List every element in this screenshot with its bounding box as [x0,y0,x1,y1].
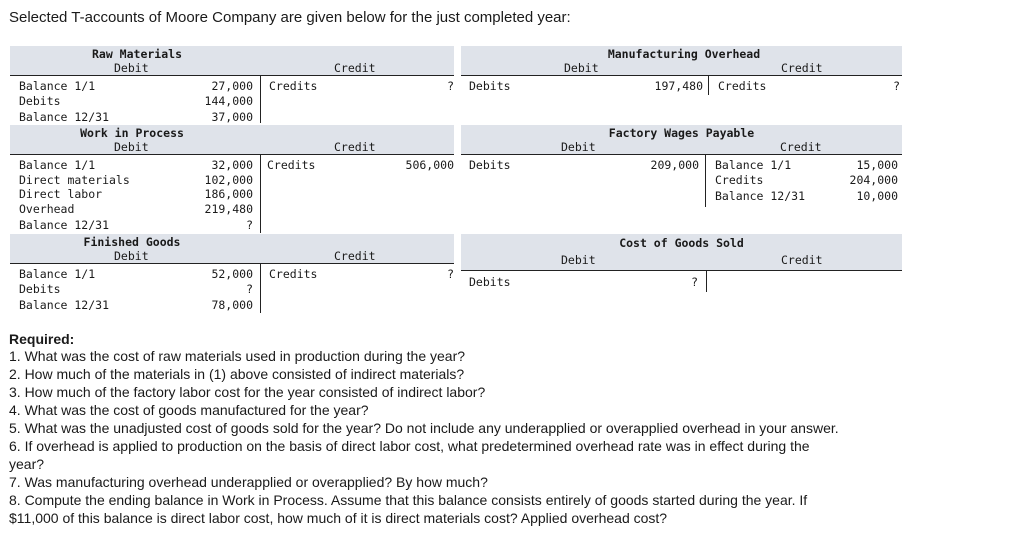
question-item: 3. How much of the factory labor cost for the year consisted of indirect labor? [9,384,486,400]
row-label: Balance 12/31 [715,189,806,203]
account-title: Finished Goods [83,235,181,249]
credit-header: Credit [334,61,376,75]
account-title: Raw Materials [91,47,182,61]
cost-of-goods-sold-account [461,234,902,294]
row-value: 32,000 [211,158,253,172]
row-value: 10,000 [856,189,898,203]
question-item: 7. Was manufacturing overhead underapplied or overapplied? By how much? [9,474,488,490]
row-label: Balance 1/1 [19,158,96,172]
credit-header: Credit [334,140,376,154]
row-value: ? [893,79,900,93]
row-value: 186,000 [204,187,253,201]
account-title: Factory Wages Payable [608,126,755,140]
row-label: Balance 12/31 [19,218,110,232]
intro-text: Selected T-accounts of Moore Company are given below for the just completed year: [9,9,571,26]
question-item: $11,000 of this balance is direct labor cost, how much of it is direct materials cost? Applied overhead cost? [9,510,668,526]
row-label: Debits [19,282,61,296]
row-value: 219,480 [204,202,253,216]
row-value: 197,480 [654,79,703,93]
question-item: 6. If overhead is applied to production on the basis of direct labor cost, what predetermined overhead rate was in effect during the [9,438,810,454]
row-label: Balance 12/31 [19,110,110,124]
row-value: ? [246,218,253,232]
question-item: 2. How much of the materials in (1) above consisted of indirect materials? [9,366,465,382]
debit-header: Debit [564,61,599,75]
row-value: 78,000 [211,298,253,312]
credit-header: Credit [334,249,376,263]
account-title: Cost of Goods Sold [619,236,744,250]
finished-goods-account [10,234,454,314]
row-value: 102,000 [204,173,253,187]
question-item: 5. What was the unadjusted cost of goods sold for the year? Do not include any underapplied or overapplied overhead in your answer. [9,420,839,436]
row-label: Debits [19,94,61,108]
row-label: Debits [469,158,511,172]
row-value: 506,000 [405,158,454,172]
question-item: year? [9,456,45,472]
row-label: Credits [715,173,764,187]
row-value: ? [246,282,253,296]
row-value: 204,000 [849,173,898,187]
account-title: Manufacturing Overhead [607,47,761,61]
credit-header: Credit [780,140,822,154]
row-value: 27,000 [211,79,253,93]
row-label: Balance 12/31 [19,298,110,312]
row-value: ? [691,275,698,289]
credit-header: Credit [781,253,823,267]
row-label: Balance 1/1 [19,79,96,93]
debit-header: Debit [561,140,596,154]
account-title: Work in Process [80,126,184,140]
required-heading: Required: [9,331,75,347]
work-in-process-account [10,125,454,233]
row-label: Credits [269,79,318,93]
question-item: 1. What was the cost of raw materials used in production during the year? [9,348,466,364]
row-value: ? [447,267,454,281]
row-value: ? [447,79,454,93]
row-label: Direct materials [19,173,130,187]
row-value: 52,000 [211,267,253,281]
row-label: Overhead [19,202,75,216]
row-value: 37,000 [211,110,253,124]
credit-header: Credit [781,61,823,75]
debit-header: Debit [114,249,149,263]
debit-header: Debit [561,253,596,267]
debit-header: Debit [114,140,149,154]
row-value: 209,000 [650,158,699,172]
row-label: Debits [469,275,511,289]
row-label: Debits [469,79,511,93]
raw-materials-account [10,46,454,124]
question-item: 8. Compute the ending balance in Work in Process. Assume that this balance consists entirely of goods started during the year. If [9,492,808,508]
factory-wages-payable-account [461,125,902,207]
debit-header: Debit [114,61,149,75]
row-value: 15,000 [856,158,898,172]
row-value: 144,000 [204,94,253,108]
row-label: Balance 1/1 [19,267,96,281]
row-label: Credits [269,267,318,281]
row-label: Credits [718,79,767,93]
row-label: Direct labor [19,187,103,201]
row-label: Balance 1/1 [715,158,792,172]
row-label: Credits [267,158,316,172]
manufacturing-overhead-account [461,46,902,96]
question-item: 4. What was the cost of goods manufactured for the year? [9,402,369,418]
